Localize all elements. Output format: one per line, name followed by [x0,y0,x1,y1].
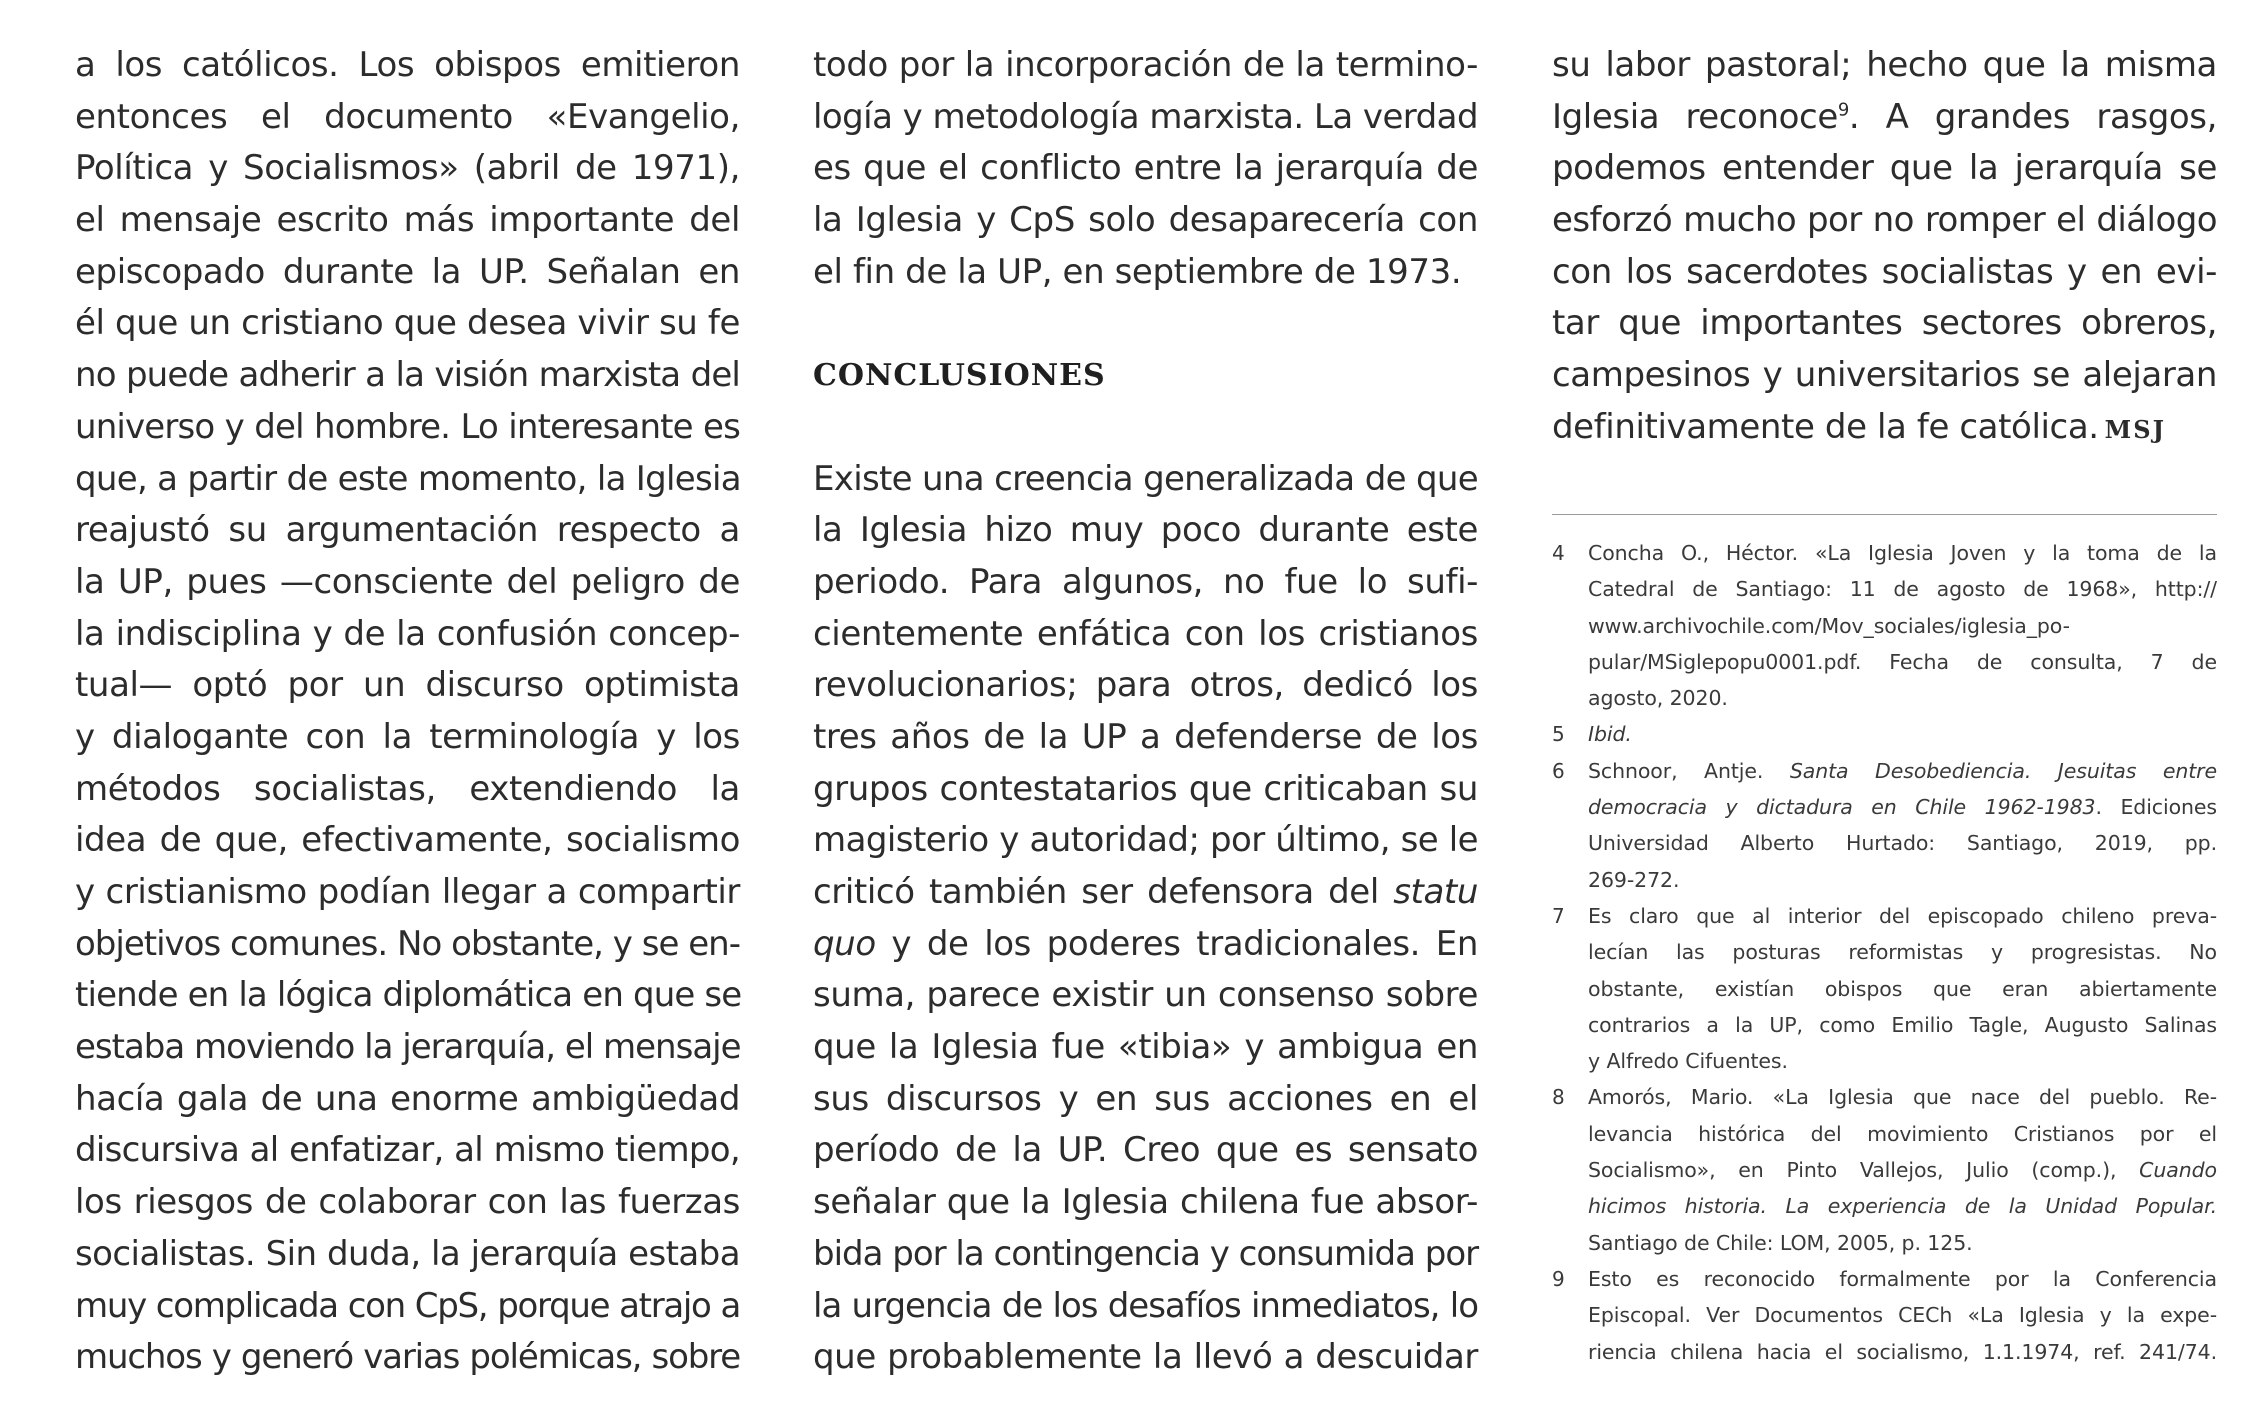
body-line: la UP, pues —consciente del peligro de [75,561,740,602]
body-line: tar que importantes sectores obreros, [1552,303,2217,344]
text-span: . A grandes rasgos, [1848,96,2218,137]
body-line: Política y Socialismos» (abril de 1971), [75,148,740,189]
footnote-line: Concha O., Héctor. «La Iglesia Joven y la toma de la [1588,541,2217,565]
text-column-2 [813,40,1478,1384]
body-line: la Iglesia hizo muy poco durante este [813,510,1478,551]
footnote-line: y Alfredo Cifuentes. [1588,1049,1788,1074]
body-line: la Iglesia y CpS solo desaparecería con [813,200,1478,241]
body-line: revolucionarios; para otros, dedicó los [813,665,1478,706]
body-line: señalar que la Iglesia chilena fue absor- [813,1182,1478,1223]
body-line: estaba moviendo la jerarquía, el mensaje [75,1027,741,1068]
italic-term: quo [813,923,876,964]
footnote-line: Es claro que al interior del episcopado chileno preva- [1588,903,2217,928]
body-line: la urgencia de los desafíos inmediatos, lo [813,1285,1478,1326]
footnote [1552,1079,2217,1260]
body-line: tual— optó por un discurso optimista [75,665,740,706]
footnote-line [1588,753,2217,789]
text-span: definitivamente de la fe católica. [1552,406,2099,447]
body-line: período de la UP. Creo que es sensato [813,1130,1478,1171]
book-title: democracia y dictadura en Chile 1962-1983 [1588,795,2096,820]
body-line: y dialogante con la terminología y los [75,716,740,757]
text-span: Schnoor, Antje. [1588,758,1790,783]
body-line: reajustó su argumentación respecto a [75,510,740,551]
footnote-line: contrarios a la UP, como Emilio Tagle, Augusto Salinas [1588,1012,2217,1037]
text-span: Iglesia reconoce [1552,96,1838,137]
footnote-line: riencia chilena hacia el socialismo, 1.1.1974, ref. 241/74. [1588,1339,2217,1364]
book-title: Cuando [2139,1158,2217,1183]
footnote-line: obstante, existían obispos que eran abiertamente [1588,976,2217,1001]
body-line: suma, parece existir un consenso sobre [813,975,1478,1016]
footnote-line: Episcopal. Ver Documentos CECh «La Iglesia y la expe- [1588,1303,2217,1328]
body-line: episcopado durante la UP. Señalan en [75,251,740,292]
footnote-line: Esto es reconocido formalmente por la Conferencia [1588,1266,2217,1291]
book-title: Santa Desobediencia. Jesuitas entre [1789,758,2218,783]
footnote-line: pular/MSiglepopu0001.pdf. Fecha de consulta, 7 de [1588,649,2217,674]
body-line [1552,402,2217,454]
body-line: cientemente enfática con los cristianos [813,613,1478,654]
footnote-reference: 9 [1837,99,1849,121]
footnote-line: agosto, 2020. [1588,686,1728,711]
body-line [813,867,1478,919]
footnote-line: www.archivochile.com/Mov_sociales/iglesia_po- [1588,613,2070,638]
body-line: logía y metodología marxista. La verdad [813,96,1478,137]
body-line: esforzó mucho por no romper el diálogo [1552,200,2217,241]
body-line: que probablemente la llevó a descuidar [813,1337,1478,1378]
body-line: el mensaje escrito más importante del [75,200,740,241]
footnote-line: lecían las posturas reformistas y progresistas. No [1588,940,2217,965]
footnote-number: 8 [1552,1085,1565,1110]
body-line [813,919,1478,971]
body-line: idea de que, efectivamente, socialismo [75,820,740,861]
author-signature: MSJ [2104,414,2166,444]
body-line: sus discursos y en sus acciones en el [813,1078,1478,1119]
body-line: a los católicos. Los obispos emitieron [75,45,740,85]
text-span: . Ediciones [2095,795,2217,820]
footnote-divider [1552,514,2217,515]
body-line: periodo. Para algunos, no fue lo sufi- [813,561,1478,602]
text-span: y de los poderes tradicionales. En [875,923,1478,964]
body-line: su labor pastoral; hecho que la misma [1552,45,2217,85]
body-line: el fin de la UP, en septiembre de 1973. [813,251,1462,292]
body-line: tres años de la UP a defenderse de los [813,716,1478,757]
footnote-line: Ibid. [1588,722,1632,747]
footnote [1552,753,2217,898]
body-line: la indisciplina y de la confusión concep- [75,613,740,654]
text-column-1 [75,40,740,1384]
footnote-number: 4 [1552,541,1565,565]
body-line [1552,92,2217,144]
footnote-line [1588,1152,2217,1188]
body-line: tiende en la lógica diplomática en que se [75,975,742,1016]
body-line: socialistas. Sin duda, la jerarquía estaba [75,1233,740,1274]
body-line: muy complicada con CpS, porque atrajo a [75,1285,740,1326]
footnote-number: 9 [1552,1266,1565,1291]
footnote [1552,716,2217,752]
body-line: podemos entender que la jerarquía se [1552,148,2217,189]
body-line: todo por la incorporación de la termino- [813,45,1478,85]
body-line: muchos y generó varias polémicas, sobre [75,1337,740,1378]
body-line: él que un cristiano que desea vivir su fe [75,303,740,344]
footnote-number: 6 [1552,758,1565,783]
body-line: métodos socialistas, extendiendo la [75,768,740,809]
footnote [1552,535,2217,716]
body-line: con los sacerdotes socialistas y en evi- [1552,251,2217,292]
footnote [1552,898,2217,1079]
body-line: magisterio y autoridad; por último, se le [813,820,1478,861]
footnote-number: 5 [1552,722,1565,747]
footnote-line [1588,789,2217,825]
footnotes [1552,535,2217,1370]
text-span: Socialismo», en Pinto Vallejos, Julio (comp.), [1588,1158,2140,1183]
body-line: universo y del hombre. Lo interesante es [75,406,740,447]
footnote-line: 269-272. [1588,867,1680,892]
body-line: objetivos comunes. No obstante, y se en- [75,923,740,964]
text-span: criticó también ser defensora del [813,872,1394,912]
body-line: hacía gala de una enorme ambigüedad [75,1078,740,1119]
body-line: bida por la contingencia y consumida por [813,1233,1479,1274]
body-line: campesinos y universitarios se alejaran [1552,355,2217,396]
body-line: no puede adherir a la visión marxista del [75,355,740,396]
body-line: los riesgos de colaborar con las fuerzas [75,1182,740,1223]
footnote [1552,1261,2217,1370]
text-column-3 [1552,40,2217,454]
body-line: que la Iglesia fue «tibia» y ambigua en [813,1027,1478,1068]
book-title: hicimos historia. La experiencia de la Unidad Popular. [1588,1194,2217,1219]
body-line: grupos contestatarios que criticaban su [813,768,1478,809]
italic-term: statu [1393,872,1478,912]
body-line: discursiva al enfatizar, al mismo tiempo, [75,1130,740,1171]
footnote-line: Catedral de Santiago: 11 de agosto de 1968», http:// [1588,577,2217,602]
footnote-number: 7 [1552,903,1565,928]
body-line: y cristianismo podían llegar a compartir [75,872,740,912]
footnote-line: Santiago de Chile: LOM, 2005, p. 125. [1588,1230,1973,1255]
body-line: es que el conflicto entre la jerarquía de [813,148,1478,189]
footnote-line: Universidad Alberto Hurtado: Santiago, 2019, pp. [1588,831,2217,856]
footnote-line: levancia histórica del movimiento Cristianos por el [1588,1121,2217,1146]
body-line: que, a partir de este momento, la Iglesia [75,458,741,499]
footnote-line: Amorós, Mario. «La Iglesia que nace del pueblo. Re- [1588,1085,2217,1110]
section-heading: CONCLUSIONES [813,358,1106,394]
body-line: entonces el documento «Evangelio, [75,96,740,137]
body-line: Existe una creencia generalizada de que [813,458,1478,499]
